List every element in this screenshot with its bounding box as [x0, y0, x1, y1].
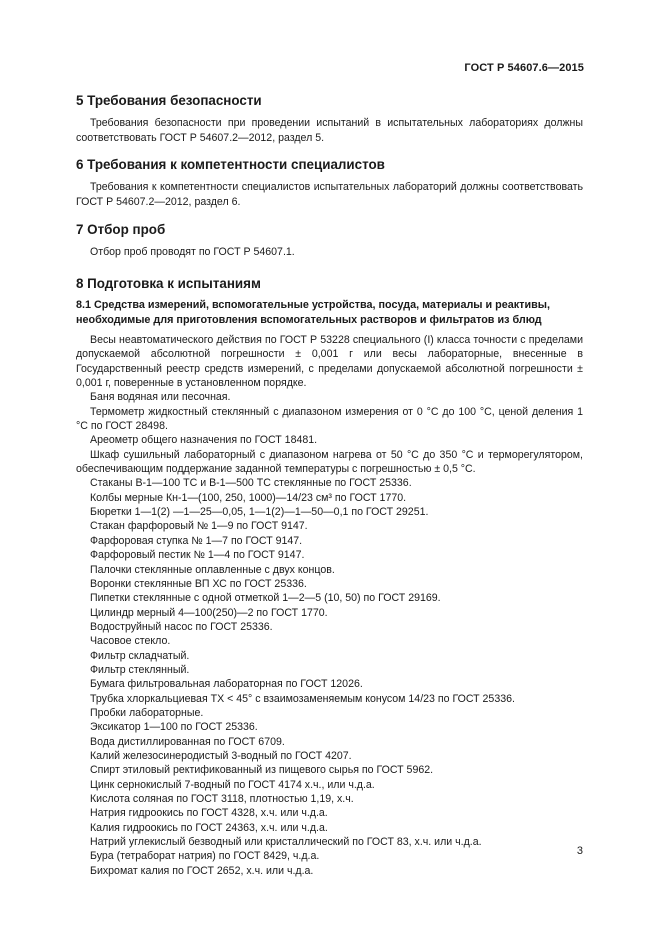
list-item: Фарфоровый пестик № 1—4 по ГОСТ 9147.: [90, 549, 305, 562]
list-item: Фильтр складчатый.: [90, 649, 190, 662]
page-number: 3: [576, 845, 583, 857]
list-item: Цинк сернокислый 7-водный по ГОСТ 4174 х.ч., или ч.д.а.: [90, 778, 375, 791]
section-7-title: 7 Отбор проб: [76, 222, 166, 237]
list-item: Бюретки 1—1(2) —1—25—0,05, 1—1(2)—1—50—0,1 по ГОСТ 29251.: [90, 506, 429, 519]
list-item: Фильтр стеклянный.: [90, 663, 190, 676]
page-header-standard: ГОСТ Р 54607.6—2015: [464, 62, 584, 74]
list-item: Натрий углекислый безводный или кристаллический по ГОСТ 83, х.ч. или ч.д.а.: [90, 836, 482, 849]
list-item: Бура (тетраборат натрия) по ГОСТ 8429, ч.д.а.: [90, 850, 320, 863]
list-item: Трубка хлоркальциевая ТХ < 45° с взаимозаменяемым конусом 14/23 по ГОСТ 25336.: [90, 692, 515, 705]
list-item: Стаканы В-1—100 ТС и В-1—500 ТС стеклянные по ГОСТ 25336.: [90, 477, 412, 490]
list-item: Шкаф сушильный лабораторный с диапазоном нагрева от 50 °С до 350 °С и терморегулятором, обеспечивающим поддержание заданной температуры с погрешностью ± 0,5 °С.: [76, 448, 583, 476]
list-item: Колбы мерные Кн-1—(100, 250, 1000)—14/23 см³ по ГОСТ 1770.: [90, 491, 407, 504]
list-item: Водоструйный насос по ГОСТ 25336.: [90, 620, 273, 633]
list-item: Стакан фарфоровый № 1—9 по ГОСТ 9147.: [90, 520, 308, 533]
list-item: Фарфоровая ступка № 1—7 по ГОСТ 9147.: [90, 534, 303, 547]
list-item: Спирт этиловый ректификованный из пищевого сырья по ГОСТ 5962.: [90, 764, 434, 777]
section-5-paragraph: Требования безопасности при проведении испытаний в испытательных лабораториях должны соответствовать ГОСТ Р 54607.2—2012, раздел 5.: [76, 117, 583, 144]
section-6-title: 6 Требования к компетентности специалистов: [76, 157, 385, 172]
section-6-paragraph: Требования к компетентности специалистов испытательных лабораторий должны соответствовать ГОСТ Р 54607.2—2012, раздел 6.: [76, 181, 583, 208]
section-6-text: [76, 180, 583, 209]
list-item: Натрия гидроокись по ГОСТ 4328, х.ч. или ч.д.а.: [90, 807, 328, 820]
list-item: Воронки стеклянные ВП ХС по ГОСТ 25336.: [90, 577, 307, 590]
list-item: Баня водяная или песочная.: [90, 391, 231, 404]
subsection-8-1-title: 8.1 Средства измерений, вспомогательные устройства, посуда, материалы и реактивы, необходимые для приготовления вспомогательных растворов и фильтратов из блюд: [76, 299, 550, 326]
section-7-paragraph: Отбор проб проводят по ГОСТ Р 54607.1.: [90, 246, 295, 258]
list-item: Эксикатор 1—100 по ГОСТ 25336.: [90, 721, 258, 734]
list-item: Ареометр общего назначения по ГОСТ 18481.: [90, 434, 318, 447]
list-item: Калия гидроокись по ГОСТ 24363, х.ч. или ч.д.а.: [90, 821, 328, 834]
list-item: Пробки лабораторные.: [90, 706, 204, 719]
list-item: Пипетки стеклянные с одной отметкой 1—2—5 (10, 50) по ГОСТ 29169.: [90, 592, 441, 605]
list-item: Весы неавтоматического действия по ГОСТ Р 53228 специального (I) класса точности с пределами допускаемой абсолютной погрешности ± 0,001 г или весы лабораторные, внесенные в Государственный реестр средств измерений, с пределами допускаемой абсолютной погрешности ± 0,001 г, поверенные в установленном порядке.: [76, 334, 583, 390]
list-item: Бумага фильтровальная лабораторная по ГОСТ 12026.: [90, 678, 363, 691]
list-item: Термометр жидкостный стеклянный с диапазоном измерения от 0 °С до 100 °С, ценой деления 1 °С по ГОСТ 28498.: [76, 405, 583, 433]
section-8-title: 8 Подготовка к испытаниям: [76, 276, 261, 291]
list-item: Цилиндр мерный 4—100(250)—2 по ГОСТ 1770.: [90, 606, 328, 619]
list-item: Вода дистиллированная по ГОСТ 6709.: [90, 735, 285, 748]
section-5-text: [76, 116, 583, 145]
list-item: Кислота соляная по ГОСТ 3118, плотностью 1,19, х.ч.: [90, 793, 354, 805]
list-item: Бихромат калия по ГОСТ 2652, х.ч. или ч.д.а.: [90, 864, 314, 877]
section-5-title: 5 Требования безопасности: [76, 93, 262, 108]
list-item: Палочки стеклянные оплавленные с двух концов.: [90, 563, 335, 576]
list-item: Калий железосинеродистый 3-водный по ГОСТ 4207.: [90, 749, 352, 762]
equipment-list: [76, 333, 583, 878]
section-7-text: [76, 245, 583, 260]
list-item: Часовое стекло.: [90, 635, 171, 648]
